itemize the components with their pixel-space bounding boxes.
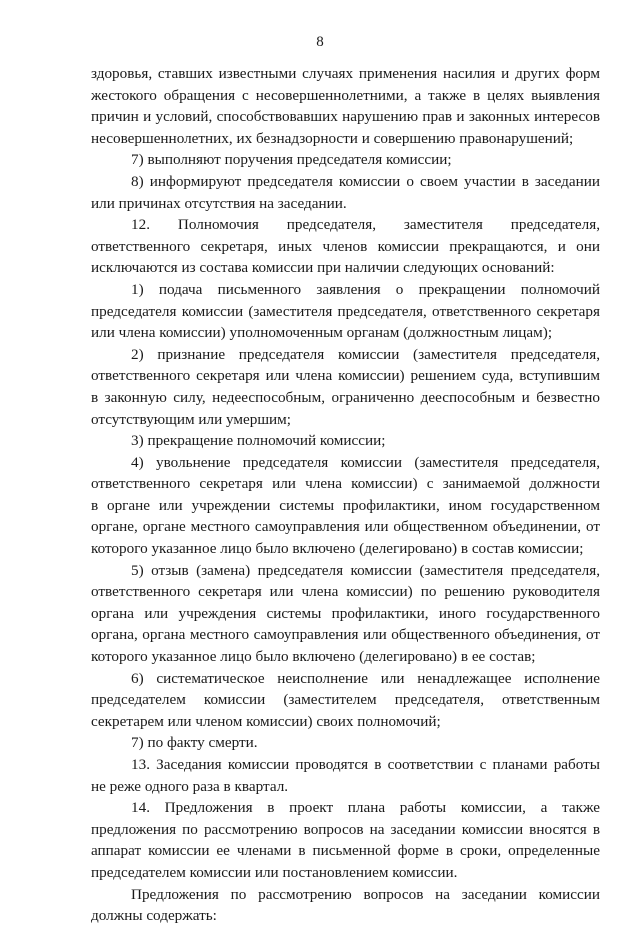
text-line: 12. Полномочия председателя, заместителя председателя, (131, 216, 600, 234)
text-line: несовершеннолетних, их безнадзорности и совершению правонарушений; (91, 129, 574, 147)
text-line: 14. Предложения в проект плана работы комиссии, а также (131, 799, 600, 817)
text-line: 5) отзыв (замена) председателя комиссии (заместителя председателя, (131, 561, 600, 579)
page-number: 8 (316, 34, 324, 50)
text-line: 2) признание председателя комиссии (заместителя председателя, (131, 345, 600, 363)
text-line: председателем комиссии (заместителем председателя, ответственным (91, 691, 600, 709)
text-line: органе, органе местного самоуправления или общественном объединении, от (91, 518, 600, 536)
text-line: ответственного секретаря или члена комиссии) с занимаемой должности (91, 475, 600, 493)
text-line: 7) выполняют поручения председателя комиссии; (131, 151, 452, 169)
text-line: ответственного секретаря или члена комиссии) по решению руководителя (91, 583, 600, 601)
text-line: 7) по факту смерти. (131, 734, 258, 752)
text-line: аппарат комиссии ее членами в письменной форме в сроки, определенные (91, 842, 600, 860)
text-line: или причинах отсутствия на заседании. (91, 194, 347, 212)
document-body (91, 63, 600, 927)
text-line: 13. Заседания комиссии проводятся в соответствии с планами работы (131, 756, 600, 773)
text-line: 6) систематическое неисполнение или ненадлежащее исполнение (131, 669, 600, 687)
text-line: предложения по рассмотрению вопросов на заседании комиссии вносятся в (91, 820, 600, 838)
text-line: секретарем или членом комиссии) своих полномочий; (91, 712, 441, 730)
text-line: или члена комиссии) уполномоченным органам (должностным лицам); (91, 324, 553, 342)
text-line: ответственного секретаря, иных членов комиссии прекращаются, и они (91, 237, 600, 255)
text-line: ответственного секретаря или члена комиссии) решением суда, вступившим (91, 367, 600, 385)
text-line: 8) информируют председателя комиссии о своем участии в заседании (131, 172, 600, 190)
text-line: 4) увольнение председателя комиссии (заместителя председателя, (131, 453, 600, 471)
text-line: в законную силу, недееспособным, ограниченно дееспособным и безвестно (91, 388, 600, 406)
text-line: 3) прекращение полномочий комиссии; (131, 432, 386, 450)
text-line: отсутствующим или умершим; (91, 410, 291, 428)
text-line: председателя комиссии (заместителя председателя, ответственного секретаря (91, 302, 600, 320)
text-line: в органе или учреждении системы профилактики, ином государственном (91, 496, 600, 514)
text-line: Предложения по рассмотрению вопросов на заседании комиссии (131, 885, 600, 903)
text-line: жестокого обращения с несовершеннолетними, а также в целях выявления (91, 86, 600, 104)
text-line: здоровья, ставших известными случаях применения насилия и других форм (91, 65, 600, 82)
text-line: органа или учреждения системы профилактики, иного государственного (91, 604, 600, 622)
text-line: 1) подача письменного заявления о прекращении полномочий (131, 280, 600, 298)
text-line: причин и условий, способствовавших нарушению прав и законных интересов (91, 108, 600, 126)
text-line: которого указанное лицо было включено (делегировано) в ее состав; (91, 648, 536, 666)
text-line: не реже одного раза в квартал. (91, 777, 289, 795)
text-line: органа, органа местного самоуправления или общественного объединения, от (91, 626, 600, 644)
text-line: должны содержать: (91, 907, 217, 925)
text-line: которого указанное лицо было включено (делегировано) в состав комиссии; (91, 540, 584, 558)
text-line: исключаются из состава комиссии при наличии следующих оснований: (91, 259, 555, 277)
text-line: председателем комиссии или постановлением комиссии. (91, 863, 458, 881)
